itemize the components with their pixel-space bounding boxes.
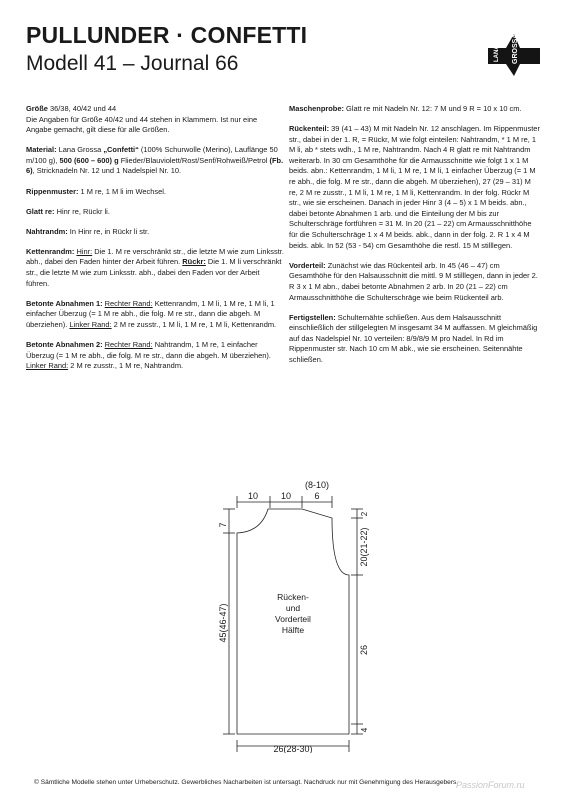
dim-top-mid: 10 [280,491,292,501]
material-text-3: Flieder/Blauviolett/Rost/Senf/Rohweiß/Petrol [118,155,270,165]
dim-top-right-alt: (8-10) [304,480,330,490]
decrease-2-text-2: 2 M re zusstr., 1 M re, Nahtrandm. [68,361,184,371]
decrease-2-left-label: Linker Rand: [26,361,69,371]
left-column [26,104,284,381]
finishing-section [289,313,541,366]
decrease-1-left-label: Linker Rand: [69,319,112,329]
rib-pattern-text: 1 M re, 1 M li im Wechsel. [78,186,166,196]
dim-armhole: 20(21-22) [359,527,369,567]
piece-label-line-2: und [285,603,301,613]
rib-pattern-section [26,187,284,198]
right-column [289,104,541,375]
rib-pattern-label: Rippenmuster: [26,186,79,196]
piece-label-line-1: Rücken- [277,592,309,602]
chain-edge-label: Kettenrandm: [26,246,75,256]
decrease-1-section [26,299,284,331]
stockinette-text: Hinr re, Rückr li. [54,206,110,216]
decrease-1-text-1: Kettenrandm, 1 M li, 1 M re, 1 M li, 1 einfacher Überzug (= 1 M re abh., die folg. M re str., dann die abgeh. M überziehen). [26,298,275,329]
back-label: Rückenteil: [289,124,330,134]
chain-edge-section [26,247,284,289]
material-text-1: Lana Grossa [56,145,104,155]
decrease-2-text-1: Nahtrandm, 1 M re, 1 einfacher Überzug (= 1 M re abh., die folg. M re str., dann die abgeh. M überziehen). [26,340,271,360]
logo-text-grossa: GROSSA [512,33,519,64]
material-color-number: (Fb. 6) [26,155,284,176]
dim-shoulder-drop: 2 [360,511,369,517]
material-text-4: , Stricknadeln Nr. 12 und 1 Nadelspiel Nr. 10. [32,166,182,176]
stockinette-section [26,207,284,218]
front-text: Zunächst wie das Rückenteil arb. In 45 (46 – 47) cm Gesamthöhe für den Halsausschnitt die mittl. 9 M stilllegen, dann in jeder 2. R 3 x 1 M abn., dabei betonte Abnahmen 2 arb. In 20 (21 – 22) cm Armausschnitthöhe die Schulterschräge wie beim Rückenteil arb. [289,260,538,302]
page-title: PULLUNDER · CONFETTI [26,22,308,48]
pattern-schematic [205,478,375,753]
size-section [26,104,284,136]
material-label: Material: [26,145,57,155]
size-text: 36/38, 40/42 und 44 [47,104,117,113]
back-section [289,124,541,251]
material-text-2: (100% Schurwolle (Merino), Lauflänge 50 m/100 g), [26,145,278,165]
size-label: Größe [26,104,48,113]
chain-edge-text-1: Die 1. M re verschränkt str., die letzte M wie zum Linksstr. abh., dabei den Faden hinter der Arbeit führen. [26,246,284,267]
seam-edge-section [26,227,284,238]
dim-total-height: 45(46-47) [218,603,228,643]
dim-neck-depth: 7 [218,522,228,528]
decrease-2-right-label: Rechter Rand: [104,340,153,349]
decrease-1-right-label: Rechter Rand: [104,298,153,308]
finishing-label: Fertigstellen: [289,312,336,322]
material-amount: 500 (600 – 600) g [59,155,119,165]
dim-width: 26(28-30) [273,744,313,753]
decrease-2-label: Betonte Abnahmen 2: [26,340,103,349]
lana-grossa-logo [486,24,542,80]
back-text: 39 (41 – 43) M mit Nadeln Nr. 12 anschlagen. Im Rippenmuster str., dabei in der 1. R, = Rückr, M wie folgt einteilen: Nahtrandm, * 1 M re, 1 M li, ab * stets wdh., 1 M re, Nahtrandm. Nach 4 R glatt re mit Nahtrandm weiterarb. In 30 cm Gesamthöhe für die Armausschnitte wie folgt 1 x 1 M beids. abn.: Kettenrandm, 1 M li, 1 M re, 1 M li, 1 einfacher Überzug (= 1 M re abh., die folg. M re str., dann die abgeh. M überziehen), 27 (29 – 31) M re, 2 M re zusstr., 1 M li, 1 M re, 1 M li, Kettenrandm. In der folg. Rückr M str., wie sie erscheinen. Danach in jeder Hinr 3 (4 – 5) x 1 M beids. abn., dabei betonte Abnahmen 1 arb. und die Einteilung der M bis zur Schulterschräge fortführen = 31 M. In 20 (21 – 22) cm Armausschnitthöhe für die Schulterschräge 1 x 4 M beids. abk., dann in der folg. 2. R 1 x 4 M beids. abk. In 52 (53 - 54) cm Gesamthöhe die restl. 15 M stilllegen. [289,124,540,250]
dim-top-right: 6 [314,491,320,501]
dim-rib: 4 [360,727,369,733]
finishing-text: Schulternähte schließen. Aus dem Halsausschnitt einschließlich der stillgelegten M insgesamt 34 M auffassen. M gleichmäßig auf das Nadelspiel Nr. 10 verteilen: 8/9/8/9 M pro Nadel. In Rd im Rippenmuster str. Nach 10 cm M abk., wie sie erscheinen. Seitennähte schließen. [289,312,538,364]
piece-label-line-3: Vorderteil [275,614,311,624]
piece-label-line-4: Hälfte [281,625,305,635]
size-note: Die Angaben für Größe 40/42 und 44 stehen in Klammern. Ist nur eine Angabe gemacht, gilt diese für alle Größen. [26,114,258,135]
chain-edge-text-2: Die 1. M li verschränkt str., die letzte M wie zum Linksstr. abh., dabei den Faden vor der Arbeit führen. [26,257,282,288]
front-section [289,261,541,303]
gauge-label: Maschenprobe: [289,104,344,113]
stockinette-label: Glatt re: [26,206,55,216]
dim-side: 26 [359,644,369,656]
copyright-footer: © Sämtliche Modelle stehen unter Urheberschutz. Gewerbliches Nacharbeiten ist untersagt. Nachdruck nur mit Genehmigung des Herausgebers. [34,779,459,786]
material-section [26,145,284,177]
seam-edge-text: In Hinr re, in Rückr li str. [67,226,150,236]
watermark: PassionForum.ru [456,780,525,790]
dim-top-left: 10 [247,491,259,501]
decrease-1-text-2: 2 M re zusstr., 1 M li, 1 M re, 1 M li, Kettenrandm. [111,319,277,329]
decrease-1-label: Betonte Abnahmen 1: [26,298,103,308]
logo-text-lana: LANA [494,45,500,62]
gauge-section [289,104,541,115]
chain-edge-rs-label: Hinr: [76,246,93,256]
front-label: Vorderteil: [289,260,326,270]
page-subtitle: Modell 41 – Journal 66 [26,52,239,75]
decrease-2-section [26,340,284,372]
material-brand: „Confetti“ [103,145,139,155]
chain-edge-ws-label: Rückr: [182,257,206,267]
seam-edge-label: Nahtrandm: [26,226,68,236]
gauge-text: Glatt re mit Nadeln Nr. 12: 7 M und 9 R = 10 x 10 cm. [343,104,522,113]
